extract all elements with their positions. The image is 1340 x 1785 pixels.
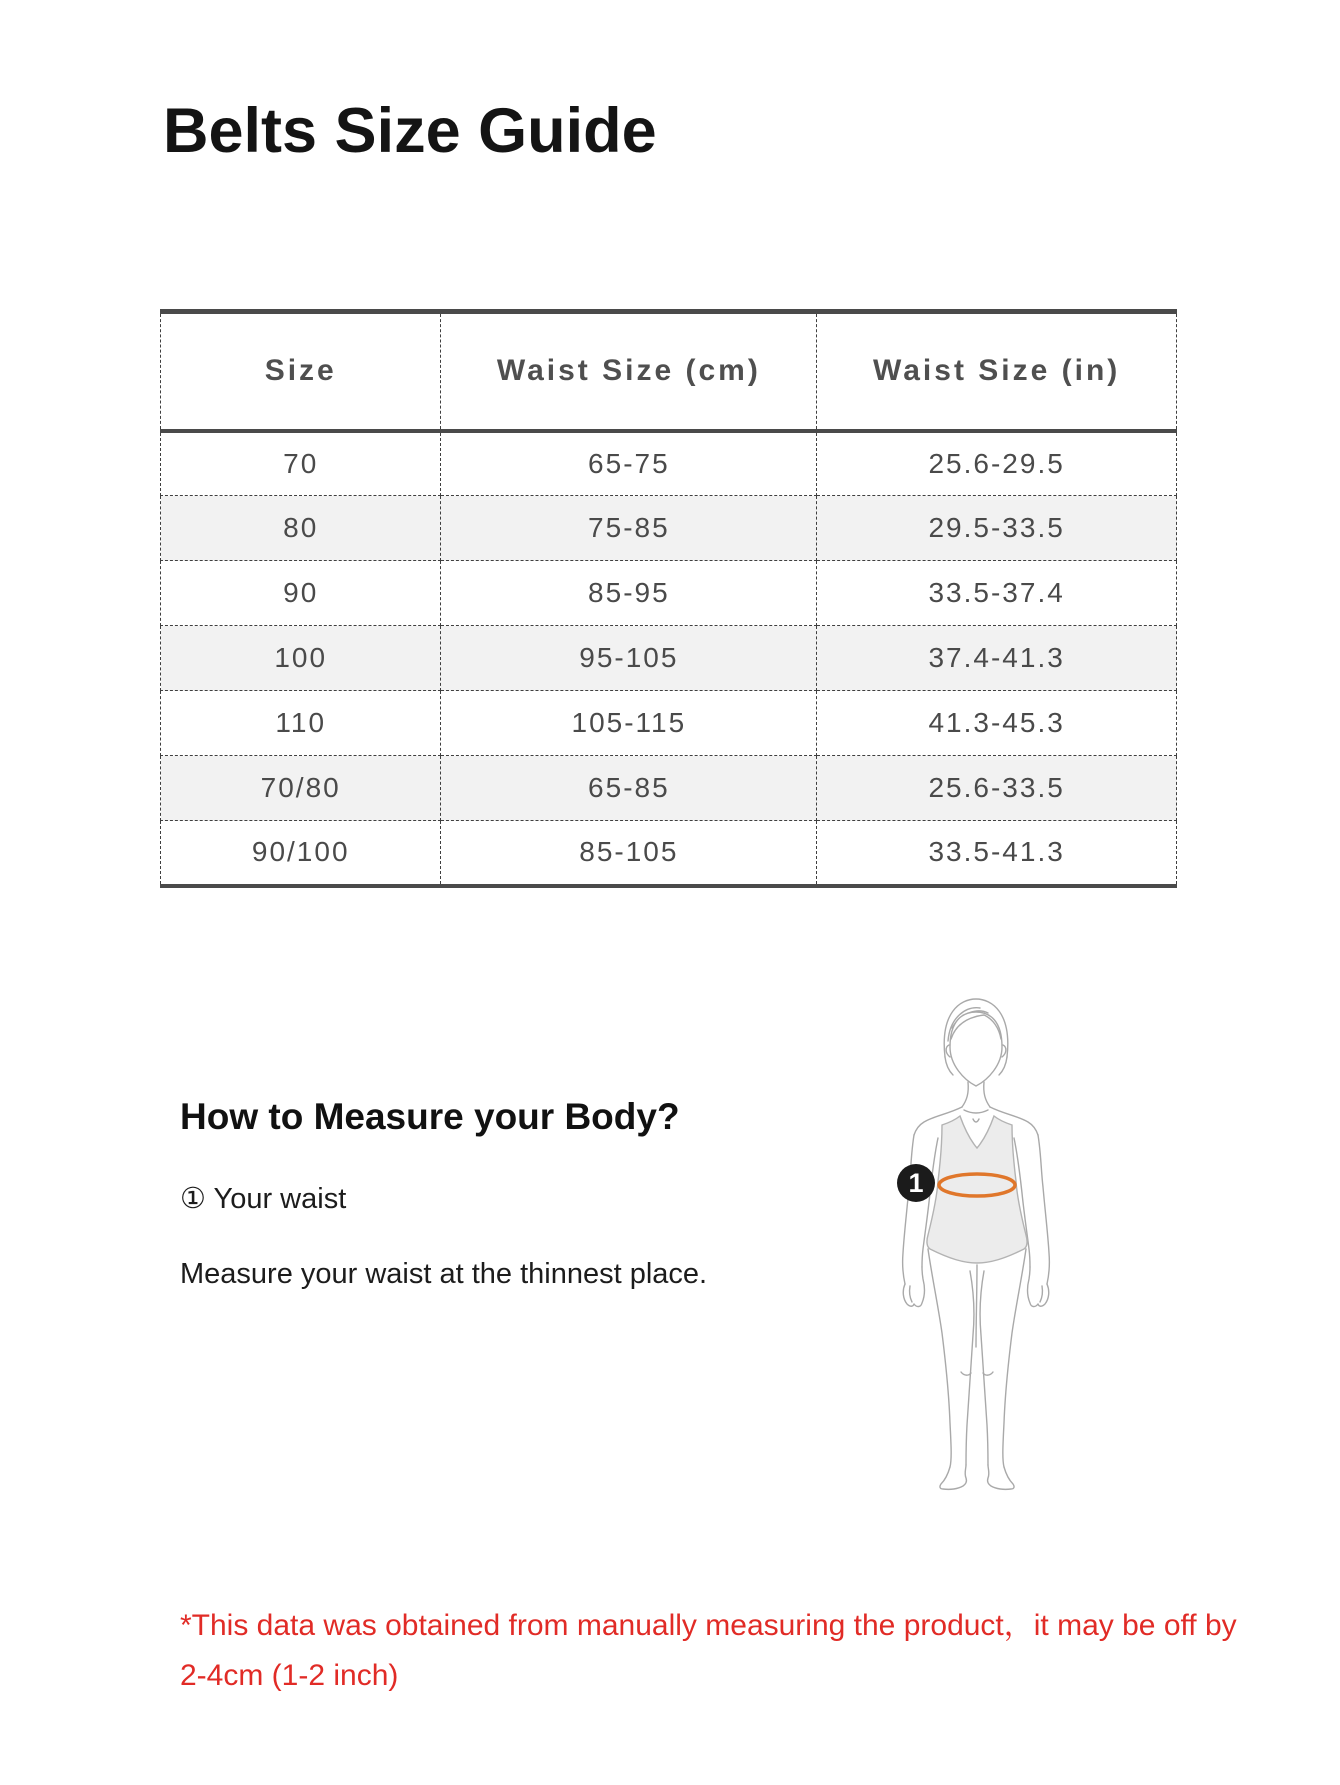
table-cell: 41.3-45.3 xyxy=(817,691,1177,756)
size-table xyxy=(160,309,1177,888)
disclaimer-note xyxy=(180,1601,1237,1701)
table-row xyxy=(161,691,1177,756)
table-cell: 75-85 xyxy=(441,496,817,561)
table-cell: 37.4-41.3 xyxy=(817,626,1177,691)
body-figure-illustration xyxy=(876,995,1076,1495)
table-cell: 90/100 xyxy=(161,821,441,886)
table-cell: 105-115 xyxy=(441,691,817,756)
table-row xyxy=(161,626,1177,691)
step1-text: Measure your waist at the thinnest place. xyxy=(180,1258,708,1290)
table-cell: 80 xyxy=(161,496,441,561)
table-header-cell: Waist Size (in) xyxy=(817,312,1177,431)
table-cell: 65-75 xyxy=(441,431,817,496)
table-cell: 33.5-37.4 xyxy=(817,561,1177,626)
table-row xyxy=(161,431,1177,496)
table-cell: 95-105 xyxy=(441,626,817,691)
table-cell: 65-85 xyxy=(441,756,817,821)
size-table-body xyxy=(161,431,1177,886)
table-cell: 90 xyxy=(161,561,441,626)
table-cell: 85-95 xyxy=(441,561,817,626)
table-cell: 33.5-41.3 xyxy=(817,821,1177,886)
table-header-row xyxy=(161,312,1177,431)
table-row xyxy=(161,821,1177,886)
measurement-figure xyxy=(876,995,1076,1495)
table-cell: 29.5-33.5 xyxy=(817,496,1177,561)
disclaimer-line: *This data was obtained from manually measuring the product，it may be off by xyxy=(180,1609,1237,1642)
page-title: Belts Size Guide xyxy=(163,96,657,166)
table-row xyxy=(161,496,1177,561)
measure-heading: How to Measure your Body? xyxy=(180,1096,680,1137)
step-badge-label: 1 xyxy=(908,1168,924,1198)
table-header-cell: Waist Size (cm) xyxy=(441,312,817,431)
disclaimer-line: 2-4cm (1-2 inch) xyxy=(180,1659,399,1692)
table-row xyxy=(161,756,1177,821)
step1-label: ① Your waist xyxy=(180,1183,347,1215)
table-cell: 100 xyxy=(161,626,441,691)
table-cell: 110 xyxy=(161,691,441,756)
table-cell: 25.6-29.5 xyxy=(817,431,1177,496)
table-cell: 70/80 xyxy=(161,756,441,821)
legs-outline xyxy=(928,1249,1026,1489)
table-cell: 25.6-33.5 xyxy=(817,756,1177,821)
table-row xyxy=(161,561,1177,626)
table-header-cell: Size xyxy=(161,312,441,431)
table-cell: 85-105 xyxy=(441,821,817,886)
table-cell: 70 xyxy=(161,431,441,496)
